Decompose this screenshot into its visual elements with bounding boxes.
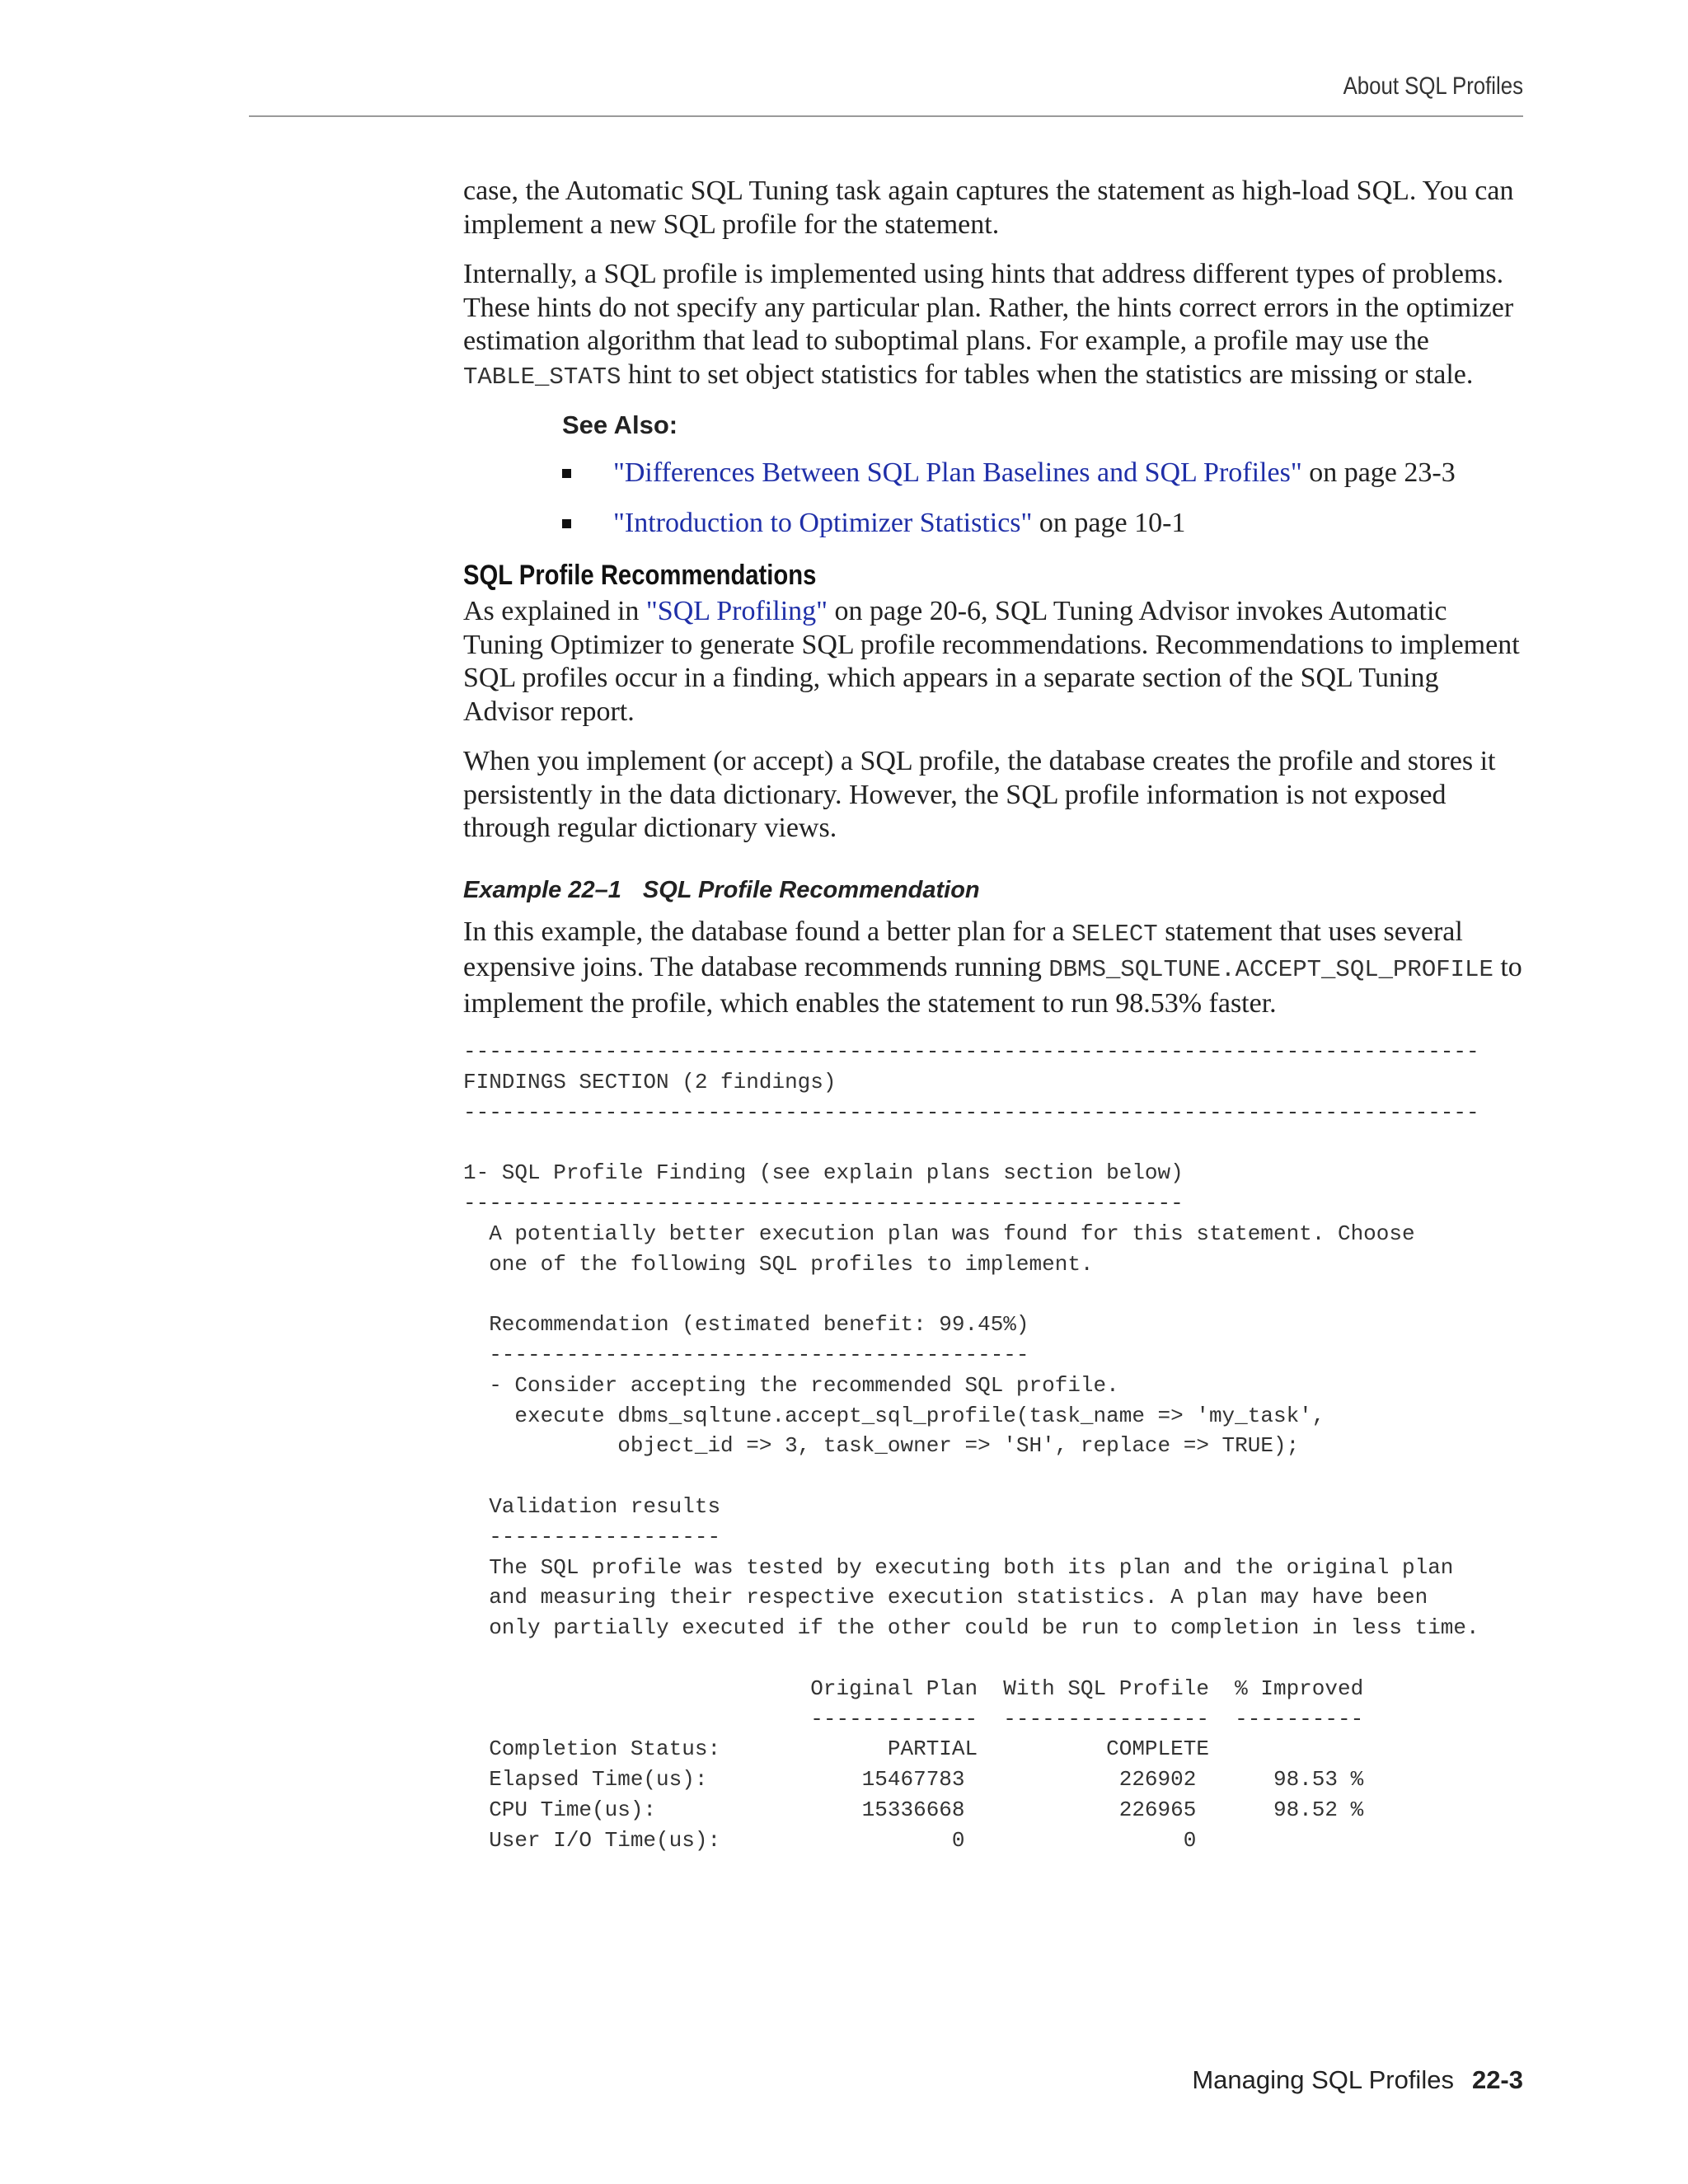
paragraph-hints-text-1: Internally, a SQL profile is implemented using hints that address different types of problems. These hints do not specify any particular plan. Rather, the hints correct errors in the optimizer estimation algorithm that lead to suboptimal plans. For example, a profile may use the	[463, 259, 1514, 356]
see-also-item-page: on page 10-1	[1032, 507, 1186, 538]
section-heading: SQL Profile Recommendations	[463, 560, 817, 591]
code-block-findings: ------------------------------------------------------------------------------- FINDINGS SECTION (2 findings) ------------------------------------------------------------------------------- 1- SQL Profile Finding (see explain plans section below) -------------------------------------------------------- A potentially better execution plan was found for this statement. Choose one of the following SQL profiles to implement. Recommendation (estimated benefit: 99.45%) ------------------------------------------ - Consider accepting the recommended SQL profile. execute dbms_sqltune.accept_sql_profile(task_name => 'my_task', object_id => 3, task_owner => 'SH', replace => TRUE); Validation results ------------------ The SQL profile was tested by executing both its plan and the original plan and measuring their respective execution statistics. A plan may have been only partially executed if the other could be run to completion in less time. Original Plan With SQL Profile % Improved ------------- ---------------- ---------- Completion Status: PARTIAL COMPLETE Elapsed Time(us): 15467783 226902 98.53 % CPU Time(us): 15336668 226965 98.52 % User I/O Time(us): 0 0	[463, 1039, 1479, 1853]
example-name: SQL Profile Recommendation	[642, 876, 980, 903]
link-introduction-optimizer-statistics[interactable]: "Introduction to Optimizer Statistics"	[613, 507, 1033, 538]
page-footer	[1192, 2065, 1523, 2095]
code-accept-sql-profile: DBMS_SQLTUNE.ACCEPT_SQL_PROFILE	[1048, 956, 1493, 983]
link-sql-profiling[interactable]: "SQL Profiling"	[645, 596, 828, 626]
see-also-list	[562, 457, 1526, 540]
see-also-item-page: on page 23-3	[1301, 457, 1456, 488]
see-also-title: See Also:	[562, 410, 678, 439]
paragraph-hints-text-2: hint to set object statistics for tables when the statistics are missing or stale.	[621, 359, 1474, 390]
paragraph-sql-profiling	[463, 595, 1526, 729]
example-title	[463, 877, 1526, 904]
paragraph-implement-profile: When you implement (or accept) a SQL profile, the database creates the profile and stores it persistently in the data dictionary. However, the SQL profile information is not exposed through regular dictionary views.	[463, 746, 1496, 843]
footer-title: Managing SQL Profiles	[1192, 2065, 1454, 2094]
paragraph-sql-profiling-text-1: As explained in	[463, 596, 646, 626]
see-also-box	[562, 410, 1526, 540]
see-also-item	[562, 457, 1526, 490]
code-select: SELECT	[1071, 920, 1158, 948]
paragraph-sql-profiling-text-2: on page 20-6, SQL Tuning Advisor invokes Automatic Tuning Optimizer to generate SQL profile recommendations. Recommendations to implement SQL profiles occur in a finding, which appears in a separate section of the SQL Tuning Advisor report.	[463, 596, 1520, 727]
page-content	[463, 175, 1526, 1856]
bullet-icon	[562, 469, 571, 478]
see-also-item	[562, 507, 1526, 541]
code-table-stats: TABLE_STATS	[463, 363, 621, 391]
link-differences-baselines-profiles[interactable]: "Differences Between SQL Plan Baselines and SQL Profiles"	[613, 457, 1302, 488]
example-label: Example 22–1	[463, 876, 621, 903]
paragraph-hints	[463, 258, 1526, 394]
example-intro-text-1: In this example, the database found a better plan for a	[463, 916, 1072, 947]
example-intro-text-2: statement that uses several expensive joins. The database recommends running	[463, 916, 1463, 982]
paragraph-continuation: case, the Automatic SQL Tuning task again captures the statement as high-load SQL. You can implement a new SQL profile for the statement.	[463, 176, 1514, 240]
page-number: 22-3	[1471, 2065, 1523, 2094]
example-intro	[463, 916, 1526, 1021]
example-intro-text-3: to implement the profile, which enables the statement to run 98.53% faster.	[463, 952, 1522, 1019]
header-rule	[249, 115, 1523, 117]
running-header: About SQL Profiles	[1343, 73, 1523, 100]
bullet-icon	[562, 519, 571, 528]
